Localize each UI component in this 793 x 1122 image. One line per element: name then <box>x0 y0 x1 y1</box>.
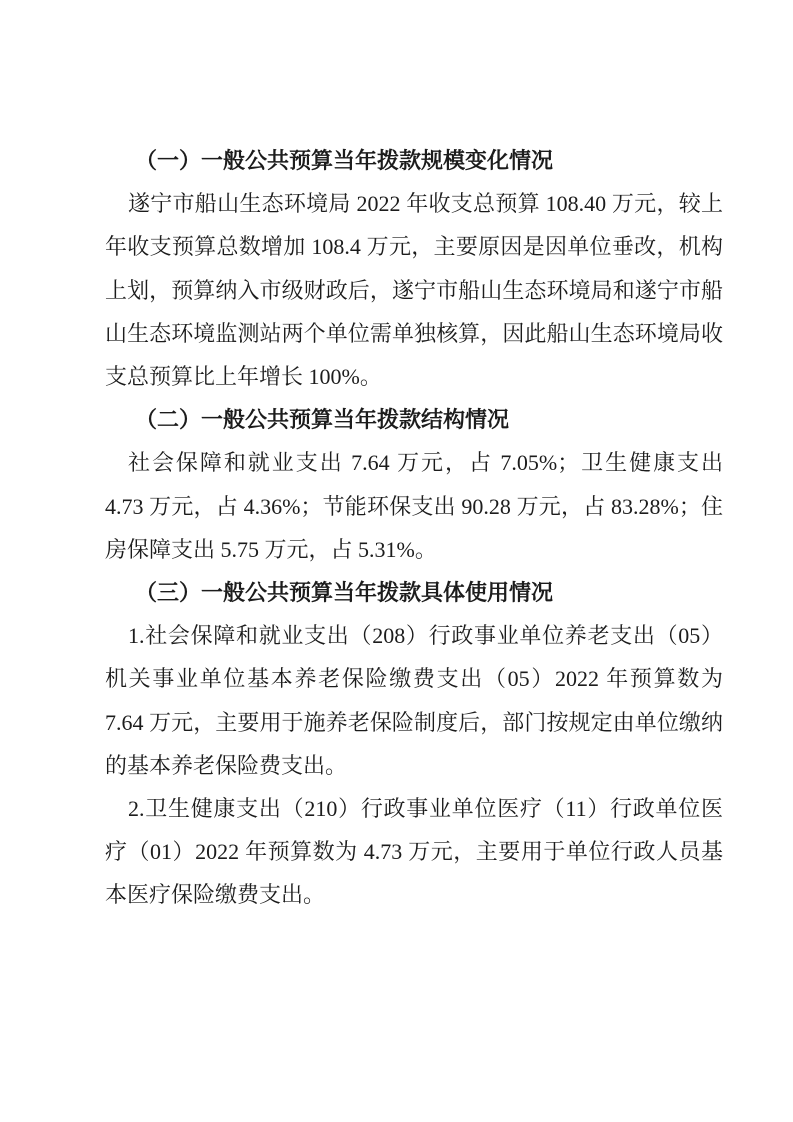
section-heading-1: （一）一般公共预算当年拨款规模变化情况 <box>135 148 554 173</box>
section-heading-3: （三）一般公共预算当年拨款具体使用情况 <box>135 580 554 606</box>
section-heading-2: （二）一般公共预算当年拨款结构情况 <box>135 407 510 433</box>
section-3-paragraph-1: 1.社会保障和就业支出（208）行政事业单位养老支出（05）机关事业单位基本养老保险缴费支出（05）2022 年预算数为 7.64 万元，主要用于施养老保险制度后，部门按规定由单位缴纳的基本养老保险费支出。 <box>105 623 723 778</box>
section-3-paragraph-2: 2.卫生健康支出（210）行政事业单位医疗（11）行政单位医疗（01）2022 年预算数为 4.73 万元，主要用于单位行政人员基本医疗保险缴费支出。 <box>105 796 723 908</box>
document-body <box>105 139 723 917</box>
section-2-paragraph-1: 社会保障和就业支出 7.64 万元，占 7.05%；卫生健康支出 4.73 万元，占 4.36%；节能环保支出 90.28 万元，占 83.28%；住房保障支出 5.75 万元，占 5.31%。 <box>105 450 723 562</box>
section-1-paragraph-1: 遂宁市船山生态环境局 2022 年收支总预算 108.40 万元，较上年收支预算总数增加 108.4 万元，主要原因是因单位垂改，机构上划，预算纳入市级财政后，遂宁市船山生态环境局和遂宁市船山生态环境监测站两个单位需单独核算，因此船山生态环境局收支总预算比上年增长 100%。 <box>105 191 723 390</box>
